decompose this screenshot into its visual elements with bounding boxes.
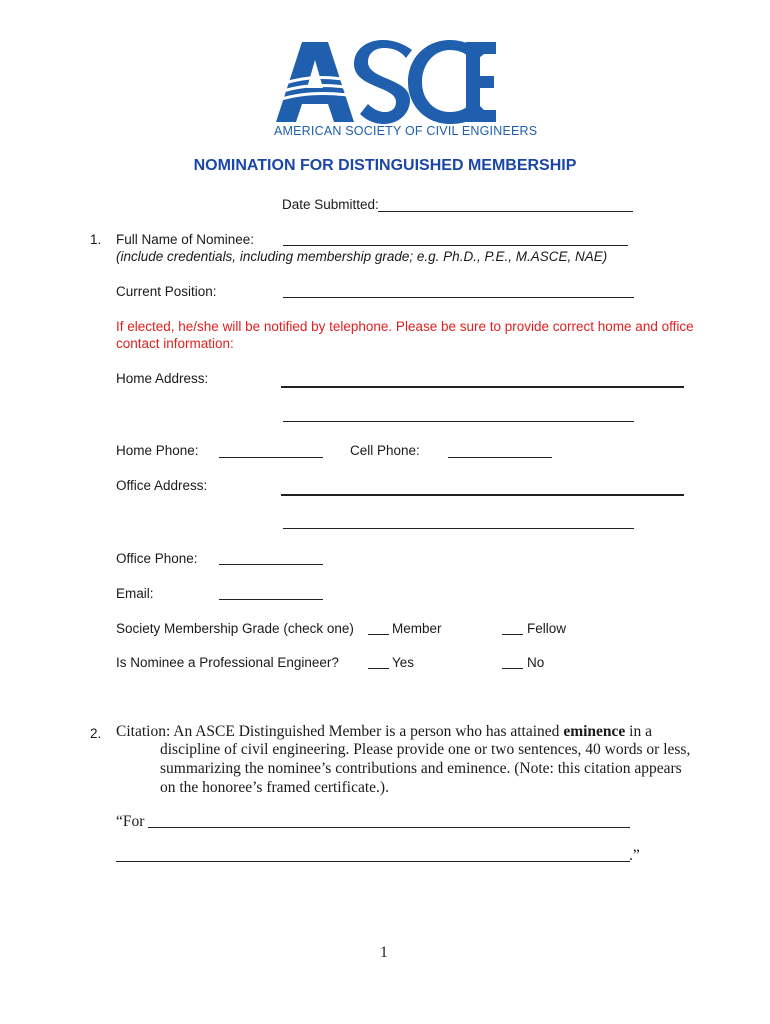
current-position-label: Current Position: <box>116 284 217 299</box>
for-open-quote: “For <box>116 813 145 830</box>
credentials-note: (include credentials, including membership grade; e.g. Ph.D., P.E., M.ASCE, NAE) <box>116 249 608 264</box>
grade-fellow-label: Fellow <box>527 621 567 636</box>
page-number: 1 <box>380 944 388 961</box>
citation-line-4: on the honoree’s framed certificate.). <box>160 779 389 796</box>
citation-field-1[interactable] <box>148 827 630 828</box>
grade-member-checkbox[interactable] <box>368 634 389 635</box>
logo-subtitle: AMERICAN SOCIETY OF CIVIL ENGINEERS <box>274 124 538 138</box>
cell-phone-label: Cell Phone: <box>350 443 420 458</box>
pe-no-label: No <box>527 655 545 670</box>
office-address-label: Office Address: <box>116 478 208 493</box>
citation-bold: eminence <box>563 723 626 740</box>
date-submitted-label: Date Submitted: <box>282 197 379 212</box>
grade-member-label: Member <box>392 621 442 636</box>
pe-no-checkbox[interactable] <box>502 668 523 669</box>
cell-phone-field[interactable] <box>448 457 552 458</box>
pe-yes-checkbox[interactable] <box>368 668 389 669</box>
item-1-number: 1. <box>90 232 102 247</box>
pe-label: Is Nominee a Professional Engineer? <box>116 655 339 670</box>
home-address-field-2[interactable] <box>283 421 634 422</box>
citation-lead: Citation: An ASCE Distinguished Member is a person who has attained <box>116 723 564 740</box>
email-label: Email: <box>116 586 154 601</box>
current-position-field[interactable] <box>283 297 634 298</box>
grade-fellow-checkbox[interactable] <box>502 634 523 635</box>
home-address-label: Home Address: <box>116 371 209 386</box>
office-address-field-2[interactable] <box>283 528 634 529</box>
pe-yes-label: Yes <box>392 655 415 670</box>
office-address-field-1[interactable] <box>281 494 684 496</box>
home-phone-field[interactable] <box>219 457 323 458</box>
full-name-label: Full Name of Nominee: <box>116 232 255 247</box>
office-phone-label: Office Phone: <box>116 551 198 566</box>
office-phone-field[interactable] <box>219 564 323 565</box>
citation-tail: in a <box>625 723 652 740</box>
notice-line-1: If elected, he/she will be notified by telephone. Please be sure to provide correct home and office <box>116 319 694 334</box>
email-field[interactable] <box>219 599 323 600</box>
asce-logo <box>276 38 496 124</box>
date-submitted-field[interactable] <box>378 211 633 212</box>
home-phone-label: Home Phone: <box>116 443 199 458</box>
form-title: NOMINATION FOR DISTINGUISHED MEMBERSHIP <box>193 157 577 174</box>
citation-line-1 <box>116 722 682 741</box>
for-close-quote: .” <box>629 847 640 864</box>
item-2-number: 2. <box>90 726 102 741</box>
citation-field-2[interactable] <box>116 861 630 862</box>
citation-line-3: summarizing the nominee’s contributions and eminence. (Note: this citation appears <box>160 760 682 777</box>
home-address-field-1[interactable] <box>281 386 684 388</box>
full-name-field[interactable] <box>283 245 628 246</box>
notice-line-2: contact information: <box>116 336 234 351</box>
citation-line-2: discipline of civil engineering. Please provide one or two sentences, 40 words or less, <box>160 741 691 758</box>
grade-label: Society Membership Grade (check one) <box>116 621 354 636</box>
